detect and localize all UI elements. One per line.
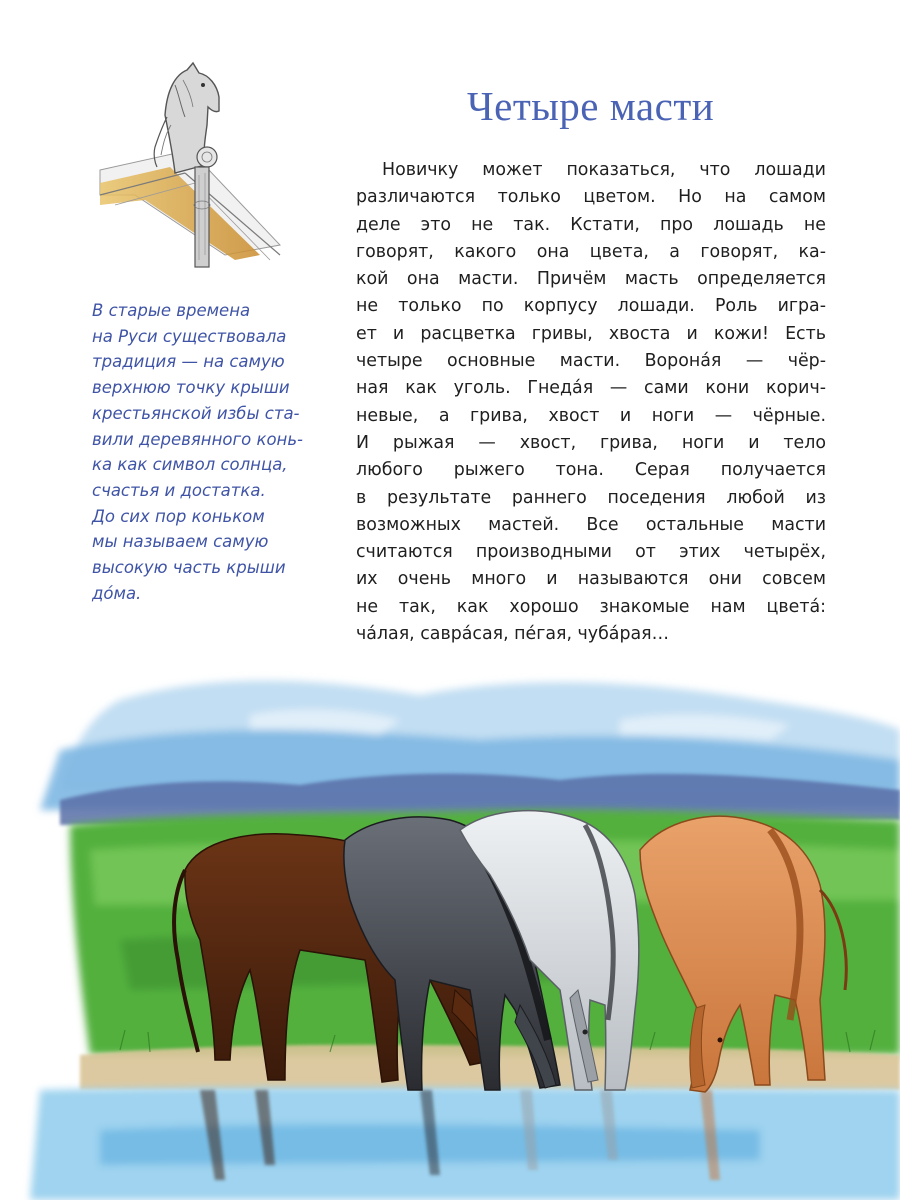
body-line: любого рыжего тона. Серая получается (356, 460, 826, 481)
body-line: чáлая, саврáсая, пéгая, чубáрая… (356, 624, 669, 645)
body-line: четыре основные масти. Воронáя — чёр- (356, 351, 826, 372)
body-line: Новичку может показаться, что лошади (382, 160, 826, 180)
sidebar-line: высокую часть крыши (92, 558, 286, 578)
body-line: И рыжая — хвост, грива, ноги и тело (356, 432, 826, 453)
sidebar-line: В старые времена (92, 301, 251, 320)
body-line: говорят, какого она цвета, а говорят, ка- (356, 241, 826, 262)
body-line: ет и расцветка гривы, хвоста и кожи! Есть (356, 323, 826, 344)
body-line: различаются только цветом. Но на самом (356, 187, 826, 208)
sidebar-line: традиция — на самую (92, 352, 285, 372)
sidebar-line: на Руси существовала (92, 326, 287, 346)
body-line: невые, а грива, хвост и ноги — чёрные. (356, 405, 826, 426)
horses-watercolor-illustration (0, 660, 900, 1200)
body-line: кой она масти. Причём масть определяется (356, 269, 826, 290)
sidebar-line: крестьянской избы ста- (92, 403, 300, 423)
body-line: в результате раннего поседения любой из (356, 487, 826, 508)
sidebar-line: верхнюю точку крыши (92, 378, 290, 398)
sidebar-line: вили деревянного конь- (92, 429, 304, 449)
sidebar-line: мы называем самую (92, 532, 269, 552)
body-line: деле это не так. Кстати, про лошадь не (356, 214, 826, 235)
water (30, 1087, 900, 1200)
page-title: Четыре масти (467, 83, 715, 129)
sidebar-note (92, 298, 342, 606)
body-line: не только по корпусу лошади. Роль игра- (356, 296, 826, 317)
sidebar-line: счастья и достатка. (92, 480, 266, 500)
roof-horse-illustration (95, 55, 290, 275)
sidebar-line: дóма. (92, 583, 142, 603)
sidebar-line: ка как символ солнца, (92, 455, 288, 475)
body-line: считаются производными от этих четырёх, (356, 542, 826, 563)
body-line: не так, как хорошо знакомые нам цветá: (356, 596, 826, 617)
body-line: возможных мастей. Все остальные масти (356, 514, 826, 535)
body-line: их очень много и называются они совсем (356, 569, 826, 590)
sidebar-line: До сих пор коньком (92, 506, 265, 526)
body-line: ная как уголь. Гнедáя — сами кони корич- (356, 378, 826, 399)
body-text (356, 157, 826, 648)
